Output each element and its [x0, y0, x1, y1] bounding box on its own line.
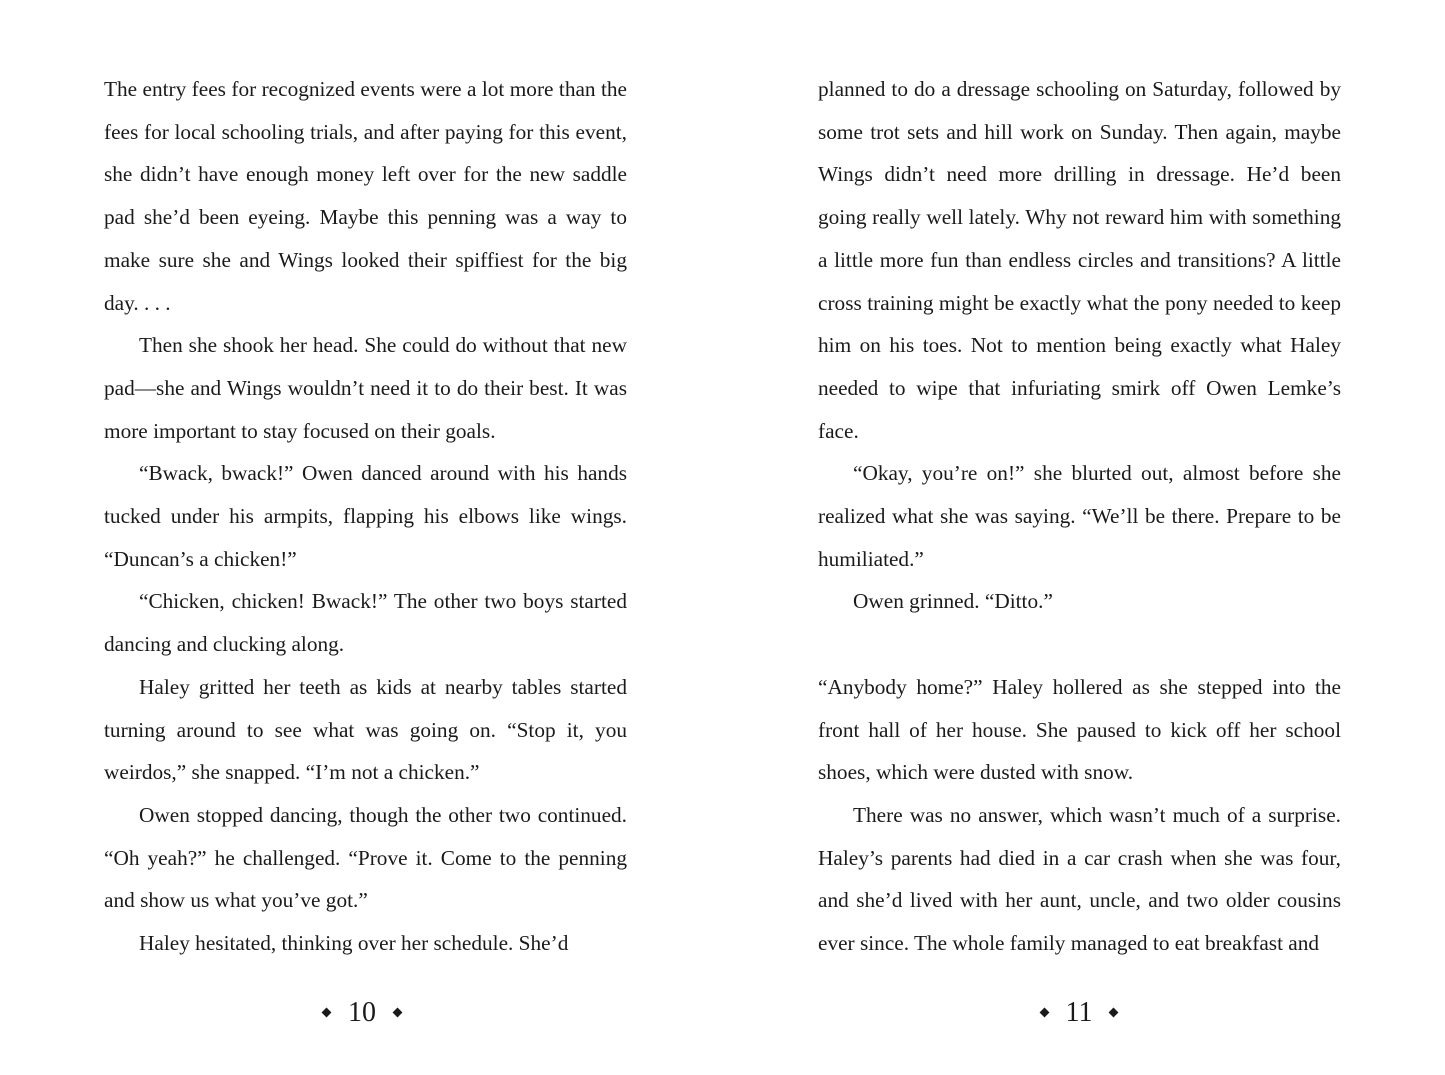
- paragraph: Owen grinned. “Ditto.”: [853, 589, 1053, 614]
- left-page: [104, 68, 627, 965]
- page-number-right: [979, 993, 1179, 1033]
- page-number-left: [262, 993, 462, 1033]
- paragraph: Owen stopped dancing, though the other two continued. “Oh yeah?” he challenged. “Prove it. Come to the penning and show us what you’ve got.”: [104, 802, 627, 913]
- paragraph: There was no answer, which wasn’t much of a surprise. Haley’s parents had died in a car crash when she was four, and she’d lived with her aunt, uncle, and two older cousins ever since. The whole family managed to eat breakfast and: [818, 802, 1341, 956]
- paragraph: “Anybody home?” Haley hollered as she stepped into the front hall of her house. She paused to kick off her school shoes, which were dusted with snow.: [818, 674, 1341, 785]
- paragraph: planned to do a dressage schooling on Saturday, followed by some trot sets and hill work on Sunday. Then again, maybe Wings didn’t need more drilling in dressage. He’d been going really well lately. Why not reward him with something a little more fun than endless circles and transitions? A little cross training might be exactly what the pony needed to keep him on his toes. Not to mention being exactly what Haley needed to wipe that infuriating smirk off Owen Lemke’s face.: [818, 77, 1341, 443]
- paragraph: “Chicken, chicken! Bwack!” The other two boys started dancing and clucking along.: [104, 589, 627, 657]
- paragraph: “Bwack, bwack!” Owen danced around with his hands tucked under his armpits, flapping his elbows like wings. “Duncan’s a chicken!”: [104, 461, 627, 571]
- diamond-ornament-icon: [393, 1008, 403, 1018]
- diamond-ornament-icon: [1109, 1008, 1119, 1018]
- right-page: [818, 68, 1341, 965]
- paragraph: Haley hesitated, thinking over her schedule. She’d: [139, 931, 569, 956]
- paragraph: “Okay, you’re on!” she blurted out, almost before she realized what she was saying. “We’ll be there. Prepare to be humiliated.”: [818, 461, 1341, 571]
- paragraph: The entry fees for recognized events were a lot more than the fees for local schooling trials, and after paying for this event, she didn’t have enough money left over for the new saddle pad she’d been eyeing. Maybe this penning was a way to make sure she and Wings looked their spiffiest for the big day. . . .: [104, 77, 627, 315]
- diamond-ornament-icon: [322, 1008, 332, 1018]
- diamond-ornament-icon: [1039, 1008, 1049, 1018]
- paragraph: Then she shook her head. She could do without that new pad—she and Wings wouldn’t need it to do their best. It was more important to stay focused on their goals.: [104, 333, 627, 443]
- page-number-text: 11: [1065, 997, 1093, 1028]
- paragraph: Haley gritted her teeth as kids at nearby tables started turning around to see what was going on. “Stop it, you weirdos,” she snapped. “I’m not a chicken.”: [104, 674, 627, 785]
- page-number-text: 10: [348, 997, 376, 1028]
